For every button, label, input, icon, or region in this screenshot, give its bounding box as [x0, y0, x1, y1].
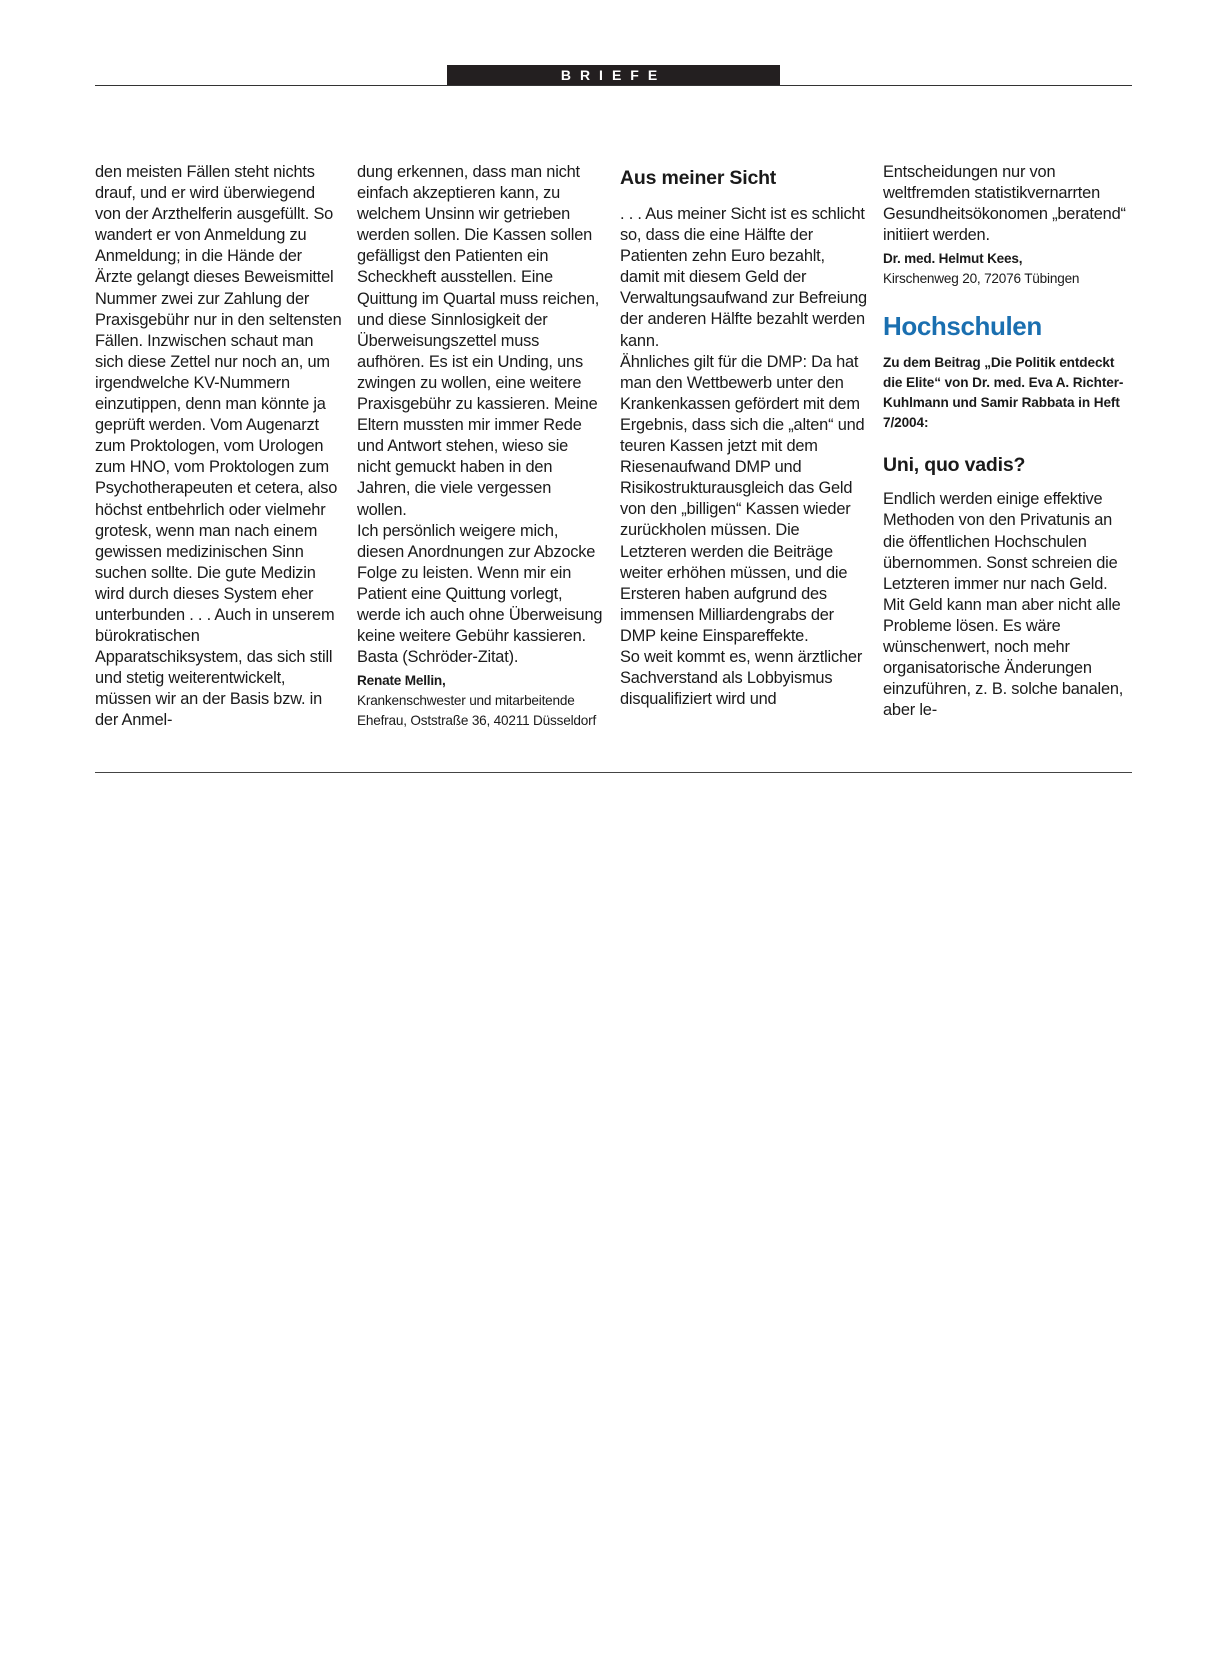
letter-headline: Uni, quo vadis? [883, 454, 1026, 477]
column-1 [95, 162, 343, 732]
letter-body-text: So weit kommt es, wenn ärztlicher Sachverstand als Lobbyismus disqualifiziert wird und [620, 647, 863, 709]
article-reference-intro: Zu dem Beitrag „Die Politik entdeckt die Elite“ von Dr. med. Eva A. Richter-Kuhlmann und Samir Rabbata in Heft 7/2004: [883, 355, 1124, 431]
section-label-briefe: BRIEFE [447, 65, 780, 86]
letter-body-text: Ich persönlich weigere mich, diesen Anordnungen zur Abzocke Folge zu leisten. Wenn mir ein Patient eine Quittung vorlegt, werde ich auch ohne Überweisung keine weitere Gebühr kassieren. Basta (Schröder-Zitat). [357, 521, 603, 667]
column-4 [883, 162, 1131, 721]
letter-body-text: . . . Aus meiner Sicht ist es schlicht so, dass die eine Hälfte der Patienten zehn Euro bezahlt, damit mit diesem Geld der Verwaltungsaufwand zur Befreiung der anderen Hälfte bezahlt werden kann. [620, 205, 867, 350]
signature-address: Krankenschwester und mitarbeitende Ehefrau, Oststraße 36, 40211 Düsseldorf [357, 693, 597, 729]
letter-headline: Aus meiner Sicht [620, 167, 777, 189]
signature-name: Dr. med. Helmut Kees, [883, 251, 1023, 267]
section-title: Hochschulen [883, 311, 1042, 342]
letter-body-text: Ähnliches gilt für die DMP: Da hat man den Wettbewerb unter den Krankenkassen gefördert mit dem Ergebnis, dass sich die „alten“ und teuren Kassen jetzt mit dem Riesenaufwand DMP und Risikostrukturausgleich das Geld von den „billigen“ Kassen wieder zurückholen müssen. Die Letzteren werden die Beiträge weiter erhöhen müssen, und die Ersteren haben aufgrund des immensen Milliardengrabs der DMP keine Einspareffekte. [620, 352, 865, 645]
letter-body-text: den meisten Fällen steht nichts drauf, und er wird überwiegend von der Arzthelferin ausgefüllt. So wandert er von Anmeldung zu Anmeldung; in die Hände der Ärzte gelangt dieses Beweismittel Nummer zwei zur Zahlung der Praxisgebühr nur in den seltensten Fällen. Inzwischen schaut man sich diese Zettel nur noch an, um irgendwelche KV-Nummern einzutippen, denn man könnte ja geprüft werden. Vom Augenarzt zum Proktologen, vom Urologen zum HNO, vom Proktologen zum Psychotherapeuten et cetera, also höchst entbehrlich oder vielmehr grotesk, wenn man nach einem gewissen medizinischen Sinn suchen sollte. Die gute Medizin wird durch dieses System eher unterbunden . . . Auch in unserem bürokratischen Apparatschiksystem, das sich still und stetig weiterentwickelt, müssen wir an der Basis bzw. in der Anmel- [95, 163, 342, 730]
letter-body-text: dung erkennen, dass man nicht einfach akzeptieren kann, zu welchem Unsinn wir getrieben werden sollen. Die Kassen sollen gefälligst den Patienten ein Scheckheft ausstellen. Eine Quittung im Quartal muss reichen, und diese Sinnlosigkeit der Überweisungszettel muss aufhören. Es ist ein Unding, uns zwingen zu wollen, eine weitere Praxisgebühr zu kassieren. Meine Eltern mussten mir immer Rede und Antwort stehen, wieso sie nicht gemuckt haben in den Jahren, die viele vergessen wollen. [357, 163, 600, 519]
letter-body-text: Endlich werden einige effektive Methoden von den Privatunis an die öffentlichen Hochschulen übernommen. Sonst schreien die Letzteren immer nur nach Geld. Mit Geld kann man aber nicht alle Probleme lösen. Es wäre wünschenwert, noch mehr organisatorische Änderungen einzuführen, z. B. solche banalen, aber le- [883, 490, 1124, 720]
column-2 [357, 162, 605, 731]
letter-body-text: Entscheidungen nur von weltfremden statistikvernarrten Gesundheitsökonomen „beratend“ initiiert werden. [883, 163, 1126, 245]
footer-divider [95, 772, 1132, 773]
signature-address: Kirschenweg 20, 72076 Tübingen [883, 271, 1080, 287]
header-divider [95, 85, 1132, 86]
column-3 [620, 162, 868, 710]
signature-name: Renate Mellin, [357, 673, 446, 689]
